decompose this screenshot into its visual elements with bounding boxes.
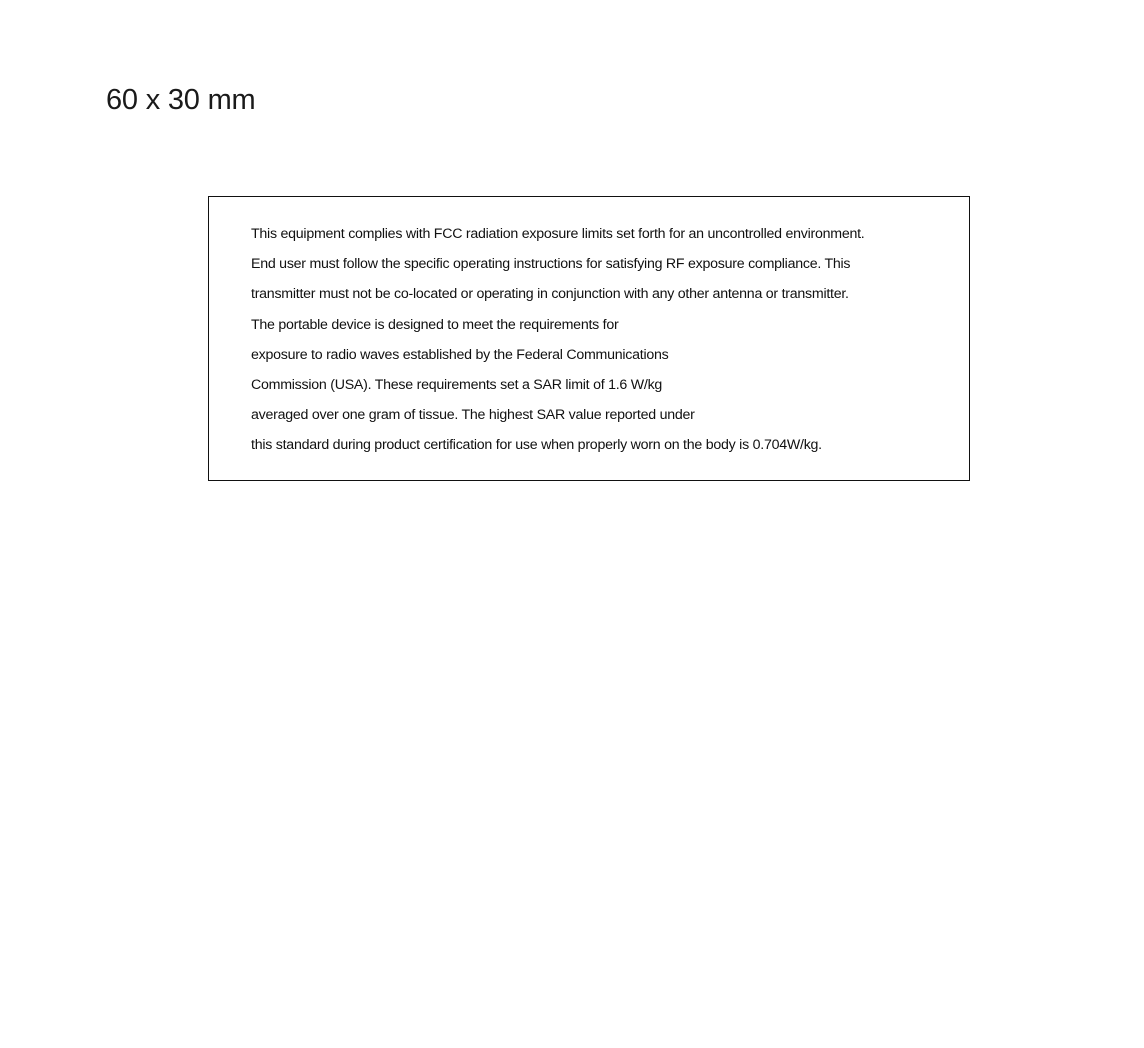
fcc-statement-line: Commission (USA). These requirements set a SAR limit of 1.6 W/kg (251, 376, 663, 393)
fcc-statement-line: The portable device is designed to meet the requirements for (251, 316, 619, 333)
fcc-statement-line: End user must follow the specific operating instructions for satisfying RF exposure compliance. This (251, 256, 851, 273)
fcc-statement-line: transmitter must not be co-located or operating in conjunction with any other antenna or transmitter. (251, 286, 849, 303)
fcc-statement-text (251, 219, 864, 461)
fcc-statement-line: exposure to radio waves established by the Federal Communications (251, 346, 669, 363)
fcc-compliance-label-box (208, 196, 970, 481)
label-dimension-heading: 60 x 30 mm (106, 84, 256, 116)
fcc-statement-line: This equipment complies with FCC radiation exposure limits set forth for an uncontrolled environment. (251, 226, 865, 242)
fcc-statement-line: averaged over one gram of tissue. The highest SAR value reported under (251, 407, 695, 424)
fcc-statement-line: this standard during product certification for use when properly worn on the body is 0.704W/kg. (251, 437, 822, 454)
